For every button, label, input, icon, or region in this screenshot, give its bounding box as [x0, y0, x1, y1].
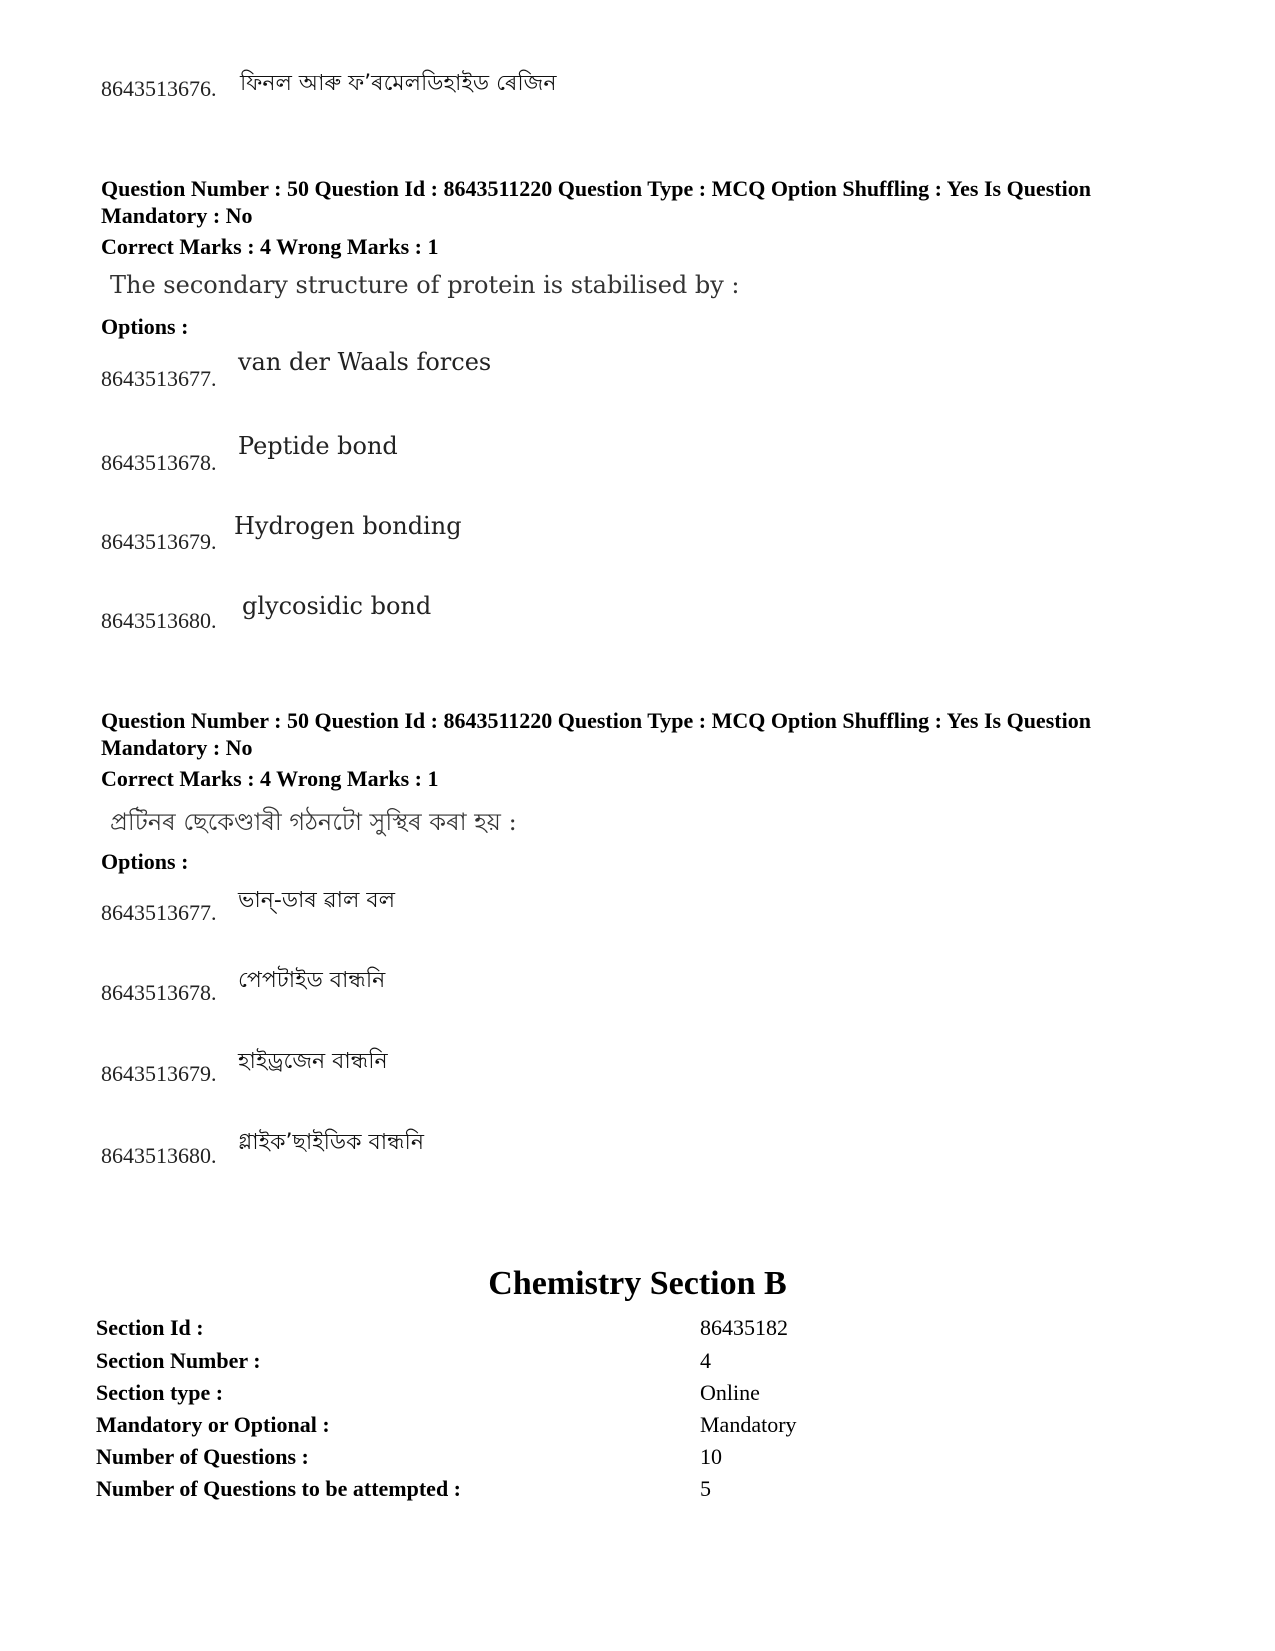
option-text: ভান্-ডাৰ ৱাল বল	[238, 888, 396, 913]
section-info-value: 4	[700, 1348, 711, 1373]
option-id: 8643513679.	[101, 529, 217, 554]
question-stem: প্ৰটিনৰ ছেকেণ্ডাৰী গঠনটো সুস্থিৰ কৰা হয় :	[110, 808, 517, 836]
option-id: 8643513680.	[101, 608, 217, 633]
section-info-label: Number of Questions to be attempted :	[96, 1476, 462, 1501]
options-label: Options :	[101, 314, 189, 339]
option-text: van der Waals forces	[238, 348, 492, 376]
section-info-label: Section Number :	[96, 1348, 261, 1373]
question-marks: Correct Marks : 4 Wrong Marks : 1	[101, 766, 439, 791]
option-text: গ্লাইক’ছাইডিক বান্ধনি	[238, 1130, 424, 1155]
section-title: Chemistry Section B	[488, 1265, 787, 1302]
section-info-label: Number of Questions :	[96, 1444, 309, 1469]
option-id: 8643513678.	[101, 450, 217, 475]
section-info-value: 5	[700, 1476, 711, 1501]
option-text: Peptide bond	[238, 432, 398, 460]
question-stem: The secondary structure of protein is stabilised by :	[110, 271, 740, 299]
option-id: 8643513676.	[101, 76, 217, 101]
section-info-value: Mandatory	[700, 1412, 797, 1437]
option-id: 8643513678.	[101, 980, 217, 1005]
section-info-value: 86435182	[700, 1315, 788, 1340]
option-id: 8643513677.	[101, 366, 217, 391]
section-info-label: Section type :	[96, 1380, 224, 1405]
question-marks: Correct Marks : 4 Wrong Marks : 1	[101, 234, 439, 259]
option-text: Hydrogen bonding	[234, 512, 462, 540]
option-text: পেপটাইড বান্ধনি	[238, 968, 386, 993]
section-info-label: Section Id :	[96, 1315, 204, 1340]
question-header: Question Number : 50 Question Id : 8643511220 Question Type : MCQ Option Shuffling : Yes Is Question Mandatory : No	[101, 176, 1091, 228]
section-info-label: Mandatory or Optional :	[96, 1412, 330, 1437]
option-id: 8643513680.	[101, 1143, 217, 1168]
section-info-value: Online	[700, 1380, 760, 1405]
section-info-value: 10	[700, 1444, 722, 1469]
option-text: হাইড্ৰজেন বান্ধনি	[238, 1049, 388, 1074]
option-text: glycosidic bond	[242, 592, 432, 620]
option-id: 8643513677.	[101, 900, 217, 925]
option-id: 8643513679.	[101, 1061, 217, 1086]
options-label: Options :	[101, 849, 189, 874]
option-text: ফিনল আৰু ফ’ৰমেলডিহাইড ৰেজিন	[240, 71, 557, 96]
question-header: Question Number : 50 Question Id : 8643511220 Question Type : MCQ Option Shuffling : Yes Is Question Mandatory : No	[101, 708, 1091, 760]
